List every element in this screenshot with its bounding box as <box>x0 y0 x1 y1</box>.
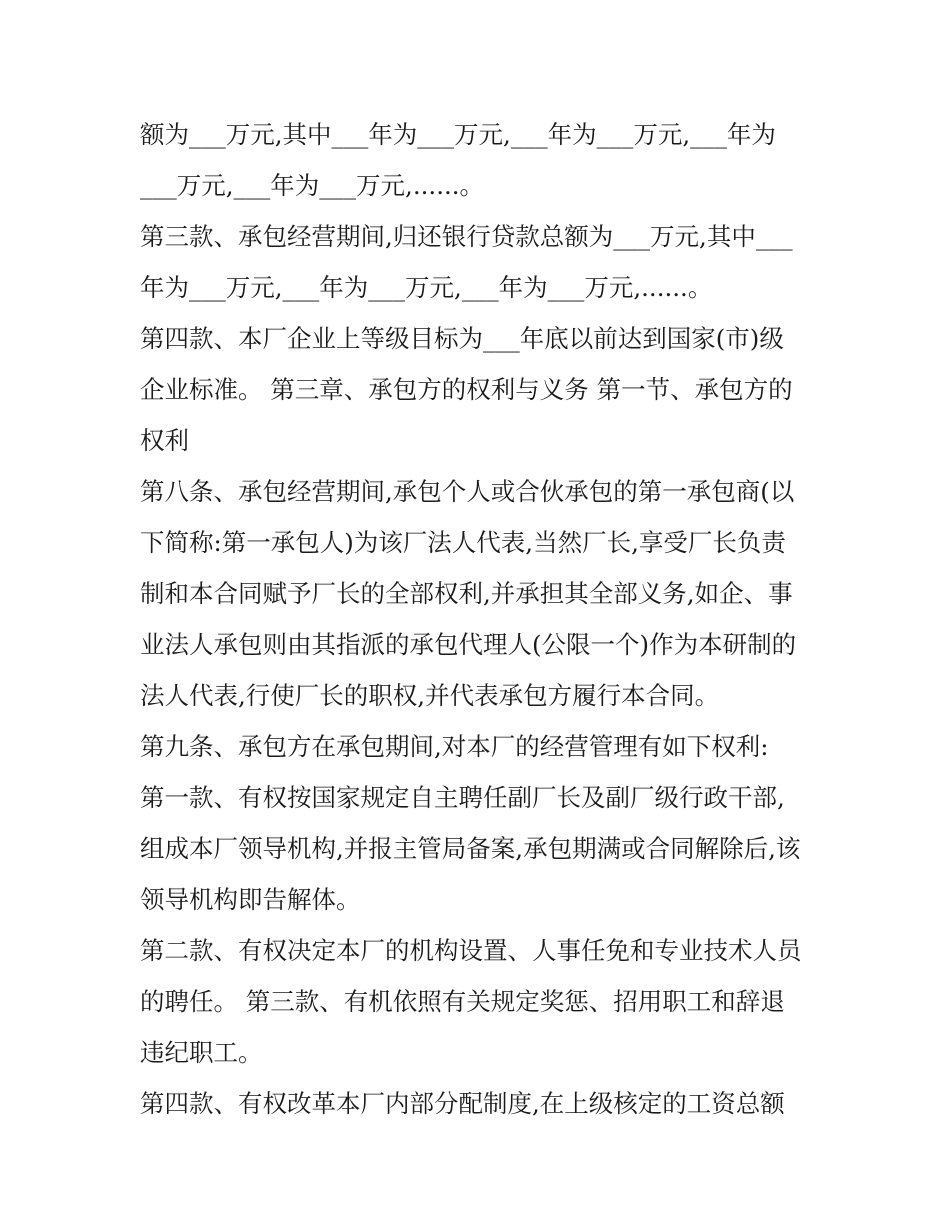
text-line: 业法人承包则由其指派的承包代理人(公限一个)作为本研制的 <box>140 630 797 659</box>
text-line: 下简称:第一承包人)为该厂法人代表,当然厂长,享受厂长负责 <box>140 528 786 557</box>
text-line: 领导机构即告解体。 <box>140 885 361 914</box>
text-line: 第二款、有权决定本厂的机构设置、人事任免和专业技术人员 <box>140 936 802 965</box>
text-line: 第八条、承包经营期间,承包个人或合伙承包的第一承包商(以 <box>140 477 795 506</box>
contract-text <box>140 109 820 1129</box>
text-line: 违纪职工。 <box>140 1038 263 1067</box>
text-line: 第三款、承包经营期间,归还银行贷款总额为___万元,其中___ <box>140 222 793 251</box>
text-line: 企业标准。 第三章、承包方的权利与义务 第一节、承包方的 <box>140 375 793 404</box>
text-line: 第九条、承包方在承包期间,对本厂的经营管理有如下权利: <box>140 732 769 761</box>
text-line: 第四款、有权改革本厂内部分配制度,在上级核定的工资总额 <box>140 1089 785 1118</box>
text-line: 第四款、本厂企业上等级目标为___年底以前达到国家(市)级 <box>140 324 784 353</box>
text-line: 法人代表,行使厂长的职权,并代表承包方履行本合同。 <box>140 681 720 710</box>
text-line: 的聘任。 第三款、有机依照有关规定奖惩、招用职工和辞退 <box>140 987 785 1016</box>
text-line: 年为___万元,___年为___万元,___年为___万元,......。 <box>140 273 713 302</box>
text-line: 组成本厂领导机构,并报主管局备案,承包期满或合同解除后,该 <box>140 834 801 863</box>
text-line: 权利 <box>140 426 189 455</box>
text-line: 制和本合同赋予厂长的全部权利,并承担其全部义务,如企、事 <box>140 579 793 608</box>
text-line: 额为___万元,其中___年为___万元,___年为___万元,___年为 <box>140 120 776 149</box>
text-line: 第一款、有权按国家规定自主聘任副厂长及副厂级行政干部, <box>140 783 785 812</box>
text-line: ___万元,___年为___万元,......。 <box>140 171 485 200</box>
